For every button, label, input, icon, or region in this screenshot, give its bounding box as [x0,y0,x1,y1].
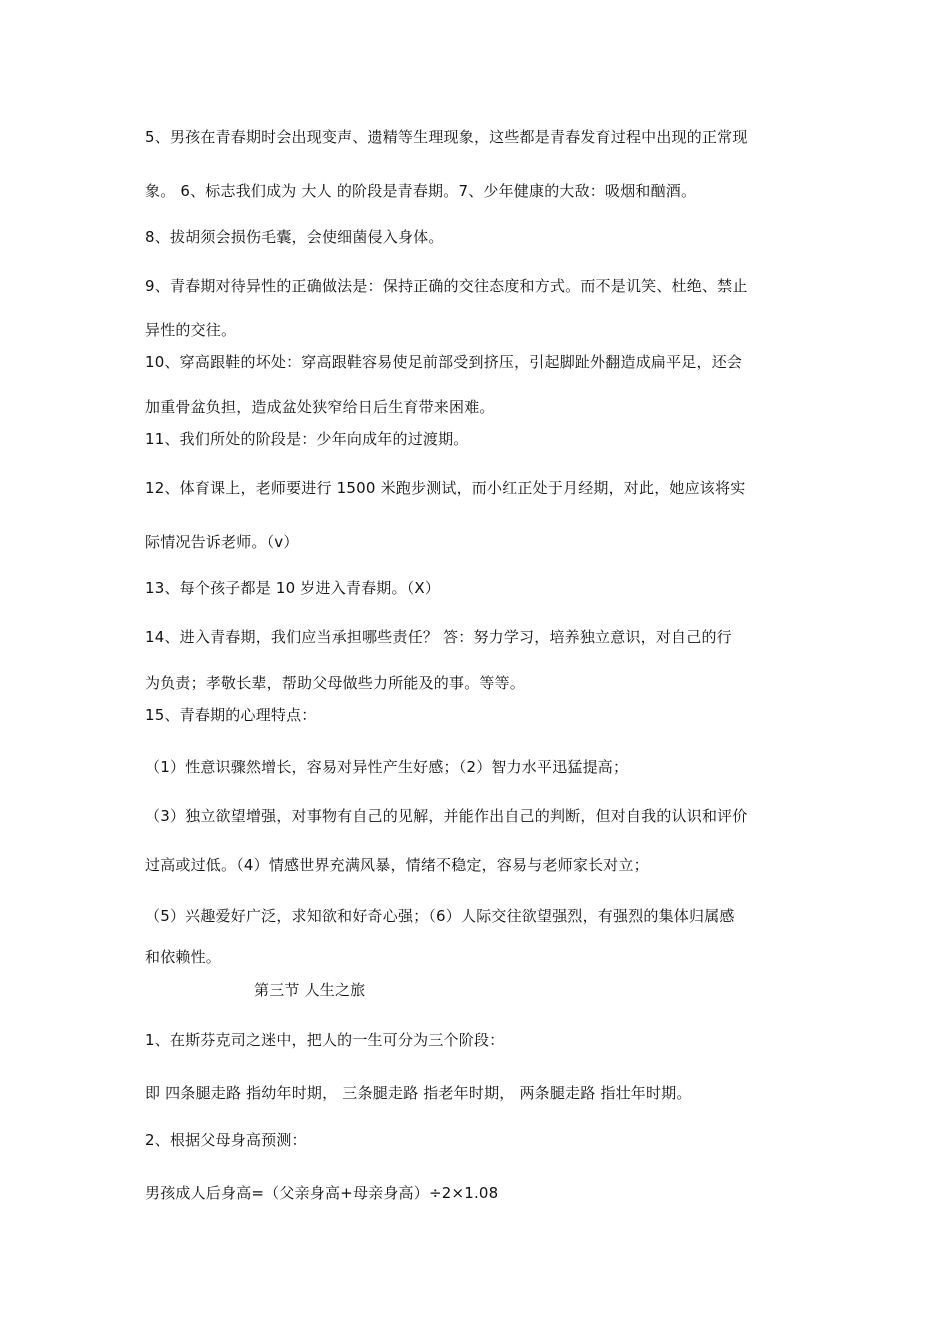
text-line: 为负责；孝敬长辈，帮助父母做些力所能及的事。等等。 [145,674,526,692]
text-line: 8、拔胡须会损伤毛囊，会使细菌侵入身体。 [145,228,444,246]
text-line: 13、每个孩子都是 10 岁进入青春期。（X） [145,579,441,597]
text-line: 象。 6、标志我们成为 大人 的阶段是青春期。7、少年健康的大敌：吸烟和酗酒。 [145,182,697,200]
text-line: 12、体育课上，老师要进行 1500 米跑步测试，而小红正处于月经期，对此，她应该将实 [145,479,746,497]
text-line: （1）性意识骤然增长，容易对异性产生好感；（2）智力水平迅猛提高； [145,758,629,776]
text-line: 11、我们所处的阶段是：少年向成年的过渡期。 [145,430,469,448]
formula-line: 男孩成人后身高=（父亲身高+母亲身高）÷2×1.08 [145,1184,499,1202]
text-line: 14、进入青春期，我们应当承担哪些责任？ 答：努力学习，培养独立意识，对自己的行 [145,628,732,646]
text-line: 际情况告诉老师。（v） [145,533,299,551]
text-line: 1、在斯芬克司之迷中，把人的一生可分为三个阶段： [145,1031,505,1049]
section-heading: 第三节 人生之旅 [254,981,366,999]
text-line: 15、青春期的心理特点： [145,706,317,724]
text-line: 5、男孩在青春期时会出现变声、遗精等生理现象，这些都是青春发育过程中出现的正常现 [145,128,748,146]
text-line: 9、青春期对待异性的正确做法是：保持正确的交往态度和方式。而不是讥笑、杜绝、禁止 [145,277,748,295]
text-line: 异性的交往。 [145,321,237,339]
text-line: 加重骨盆负担，造成盆处狭窄给日后生育带来困难。 [145,398,495,416]
text-line: （3）独立欲望增强，对事物有自己的见解，并能作出自己的判断，但对自我的认识和评价 [145,807,748,825]
text-line: 即 四条腿走路 指幼年时期， 三条腿走路 指老年时期， 两条腿走路 指壮年时期。 [145,1084,692,1102]
text-line: 和依赖性。 [145,948,222,966]
text-line: 2、根据父母身高预测： [145,1131,307,1149]
text-line: 过高或过低。（4）情感世界充满风暴，情绪不稳定，容易与老师家长对立； [145,856,649,874]
text-line: （5）兴趣爱好广泛，求知欲和好奇心强；（6）人际交往欲望强烈，有强烈的集体归属感 [145,907,735,925]
text-line: 10、穿高跟鞋的坏处：穿高跟鞋容易使足前部受到挤压，引起脚趾外翻造成扁平足，还会 [145,353,743,371]
